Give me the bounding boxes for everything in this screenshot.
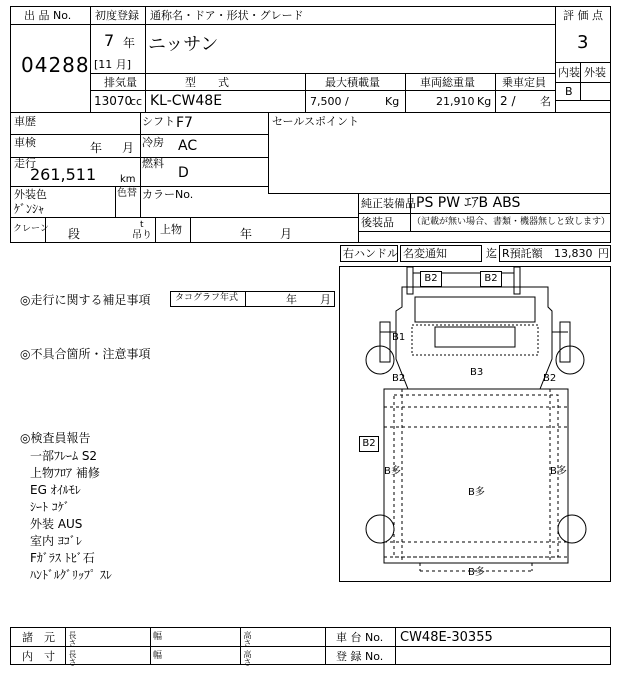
score-value: 3 [577,32,589,53]
reg-month: [11 月] [94,58,132,71]
lot-label: 出 品 No. [24,9,72,22]
report-line: ｼｰﾄ ｺｹﾞ [30,500,70,514]
ac-value: AC [178,138,198,154]
crane-t: t [140,220,144,230]
equipment-label: 純正装備品 [361,197,416,210]
interior-label: 内装 [558,66,580,79]
damage-mark: B3 [470,367,484,378]
inner-dim-row-label: 内 寸 [22,650,55,663]
rhd-label: 右ハンドル [343,247,398,260]
driving-notes-label: ◎走行に関する補足事項 [20,293,151,307]
lot-number: 04288 [21,53,90,77]
damage-mark: B多 [468,487,485,498]
report-line: 上物ﾌﾛｱ 補修 [30,466,100,480]
truck-outline [340,267,612,583]
ext-color-label: 外装色 [14,188,47,201]
capacity-label: 乗車定員 [502,76,546,89]
damage-mark: B2 [392,373,406,384]
car-name-label: 通称名・ドア・形状・グレード [150,9,304,22]
exterior-label: 外装 [584,66,606,79]
chassis-value: CW48E-30355 [400,630,493,645]
crane-label: クレーン [13,224,49,234]
mileage-label: 走行 [14,157,36,170]
max-load-unit: Kg [385,95,400,108]
shaken-label: 車検 [14,136,36,149]
damage-mark: B多 [384,466,401,477]
tachograph-month: 月 [320,293,331,306]
score-label: 評 価 点 [563,9,603,22]
width-label-2: 幅 [153,651,163,661]
displacement-label: 排気量 [104,76,137,89]
damage-mark: B多 [550,466,567,477]
color-change-label: 色替 [117,188,137,199]
displacement-value: 13070 [94,94,133,108]
tachograph-year: 年 [286,293,297,306]
inspector-report-list [30,448,320,584]
r-reading-unit: 円 [598,247,609,260]
length-label: 長さ [68,631,77,647]
r-reading-label: R預託額 [502,247,543,260]
sales-point-label: セールスポイント [272,115,360,128]
specs-row-label: 諸 元 [22,631,55,644]
until-label: 迄 [486,247,497,260]
interior-grade: B [565,85,573,98]
displacement-unit: cc [130,95,143,108]
shift-label: シフト [142,115,175,128]
max-load-label: 最大積載量 [325,76,380,89]
damage-diagram [339,266,611,582]
inspector-report-label: ◎検査員報告 [20,431,91,445]
loader-year: 年 [240,227,253,241]
report-line: 室内 ﾖｺﾞﾚ [30,534,82,548]
damage-mark: B2 [480,271,502,287]
tachograph-label: タコグラフ年式 [175,293,239,303]
name-change-label: 名変通知 [403,247,447,260]
length-label-2: 長さ [68,650,77,666]
damage-mark: B2 [359,436,379,452]
registration-label: 登 録 No. [336,650,384,663]
report-line: Fｶﾞﾗｽ ﾄﾋﾞ石 [30,551,95,565]
defects-label: ◎不具合箇所・注意事項 [20,347,151,361]
aftermarket-label: 後装品 [361,216,394,229]
max-load-value: 7,500 / [310,95,349,108]
damage-mark: B1 [392,332,406,343]
report-line: EG ｵｲﾙﾓﾚ [30,483,81,497]
first-reg-label: 初度登録 [95,9,139,22]
model-label: 型 式 [185,76,229,89]
shaken-year: 年 [90,141,103,155]
width-label: 幅 [153,632,163,642]
gross-weight-label: 車両総重量 [420,76,475,89]
shaken-month: 月 [122,141,135,155]
height-label-2: 高さ [243,650,252,666]
chassis-label: 車 台 No. [336,631,384,644]
damage-mark: B2 [543,373,557,384]
report-line: ﾊﾝﾄﾞﾙｸﾞﾘｯﾌﾟ ｽﾚ [30,568,112,582]
equipment-value: PS PW ｴｱB ABS [416,195,521,211]
crane-stage: 段 [68,227,81,241]
damage-mark: B2 [420,271,442,287]
mileage-value: 261,511 [30,165,97,184]
report-line: 外装 AUS [30,517,83,531]
capacity-value: 2 / [500,94,516,108]
ext-color-value: ｹﾞﾝｼｬ [14,202,45,216]
loader-label: 上物 [160,223,182,236]
crane-suspend: 吊り [132,230,152,241]
history-label: 車歴 [14,115,36,128]
fuel-label: 燃料 [142,157,164,170]
loader-month: 月 [280,227,293,241]
mileage-unit: km [120,174,136,185]
gross-weight-value: 21,910 [436,95,475,108]
report-line: 一部ﾌﾚｰﾑ S2 [30,449,98,463]
car-name: ニッサン [148,34,219,55]
model-value: KL-CW48E [150,93,223,109]
ac-label: 冷房 [142,136,164,149]
damage-mark: B多 [468,567,485,578]
reg-year: 7 [104,31,115,50]
capacity-unit: 名 [540,95,551,108]
fuel-value: D [178,165,189,181]
r-reading-value: 13,830 [554,247,593,260]
reg-year-unit: 年 [123,36,136,50]
shift-value: F7 [176,115,193,131]
gross-weight-unit: Kg [477,95,492,108]
height-label: 高さ [243,631,252,647]
color-no-label: カラーNo. [142,188,194,201]
aftermarket-note: （記載が無い場合、書類・機器無しと致します） [412,217,611,227]
